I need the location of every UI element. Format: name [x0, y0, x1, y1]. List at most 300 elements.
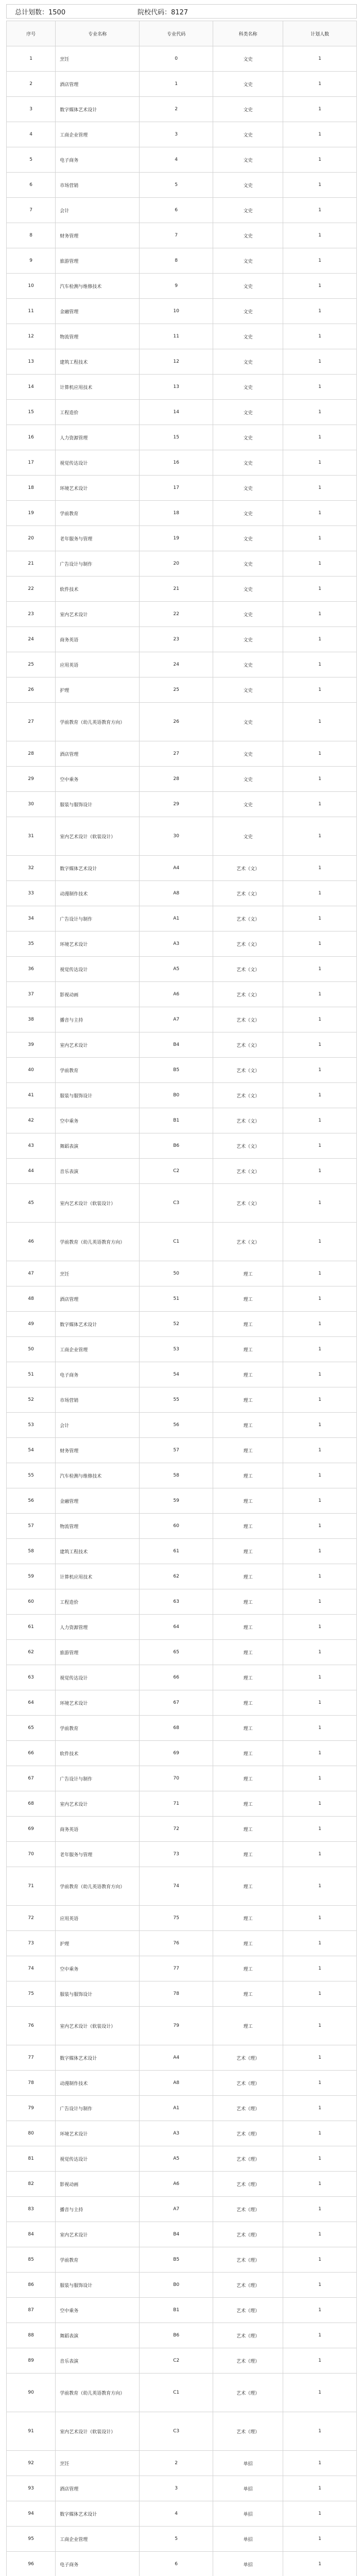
major-code: 59 [140, 1488, 213, 1514]
major-name: 财务管理 [56, 1438, 140, 1463]
major-code: B1 [140, 2298, 213, 2323]
plan-count: 1 [283, 274, 357, 299]
major-code: 64 [140, 1615, 213, 1640]
major-name: 学前教育（幼儿英语教育方向） [56, 1867, 140, 1906]
plan-count: 1 [283, 1286, 357, 1312]
table-row [7, 817, 357, 856]
major-code: A1 [140, 2096, 213, 2121]
major-code: 52 [140, 1312, 213, 1337]
category-name: 艺术（理） [213, 2045, 283, 2071]
row-index: 15 [7, 400, 56, 425]
row-index: 32 [7, 856, 56, 881]
plan-count: 1 [283, 173, 357, 198]
major-name: 会计 [56, 198, 140, 223]
table-row [7, 97, 357, 122]
plan-count: 1 [283, 2412, 357, 2451]
major-name: 烹饪 [56, 2451, 140, 2476]
table-row [7, 425, 357, 450]
category-name: 文史 [213, 324, 283, 349]
plan-count: 1 [283, 2273, 357, 2298]
plan-count: 1 [283, 2096, 357, 2121]
major-code: A8 [140, 2071, 213, 2096]
row-index: 50 [7, 1337, 56, 1362]
category-name: 理工 [213, 1766, 283, 1791]
plan-count: 1 [283, 122, 357, 147]
table-row [7, 1488, 357, 1514]
table-row [7, 1906, 357, 1931]
category-name: 艺术（理） [213, 2222, 283, 2247]
major-code: 58 [140, 1463, 213, 1488]
major-code: B6 [140, 2323, 213, 2348]
table-row [7, 1791, 357, 1817]
category-name: 艺术（理） [213, 2172, 283, 2197]
table-row [7, 2298, 357, 2323]
category-name: 理工 [213, 1842, 283, 1867]
category-name: 艺术（文） [213, 1133, 283, 1159]
table-row [7, 1665, 357, 1690]
row-index: 14 [7, 375, 56, 400]
plan-count: 1 [283, 1159, 357, 1184]
plan-count: 1 [283, 1640, 357, 1665]
major-code: 65 [140, 1640, 213, 1665]
category-name: 理工 [213, 1564, 283, 1589]
major-code: 66 [140, 1665, 213, 1690]
table-row [7, 1337, 357, 1362]
plan-count: 1 [283, 1716, 357, 1741]
plan-count: 1 [283, 1514, 357, 1539]
header-index: 序号 [7, 21, 56, 46]
header-major-code: 专业代码 [140, 21, 213, 46]
table-row [7, 2045, 357, 2071]
major-code: 75 [140, 1906, 213, 1931]
category-name: 理工 [213, 1438, 283, 1463]
category-name: 艺术（文） [213, 1007, 283, 1032]
row-index: 44 [7, 1159, 56, 1184]
plan-count: 1 [283, 957, 357, 982]
major-name: 汽车检测与维修技术 [56, 274, 140, 299]
major-code: 67 [140, 1690, 213, 1716]
plan-count: 1 [283, 1842, 357, 1867]
row-index: 34 [7, 906, 56, 931]
category-name: 艺术（理） [213, 2412, 283, 2451]
category-name: 理工 [213, 1981, 283, 2007]
category-name: 艺术（文） [213, 1184, 283, 1223]
table-row [7, 1133, 357, 1159]
major-code: 78 [140, 1981, 213, 2007]
major-code: C1 [140, 1223, 213, 1261]
major-code: 57 [140, 1438, 213, 1463]
major-name: 金融管理 [56, 1488, 140, 1514]
plan-count: 1 [283, 476, 357, 501]
row-index: 81 [7, 2146, 56, 2172]
table-row [7, 1223, 357, 1261]
table-row [7, 223, 357, 248]
row-index: 56 [7, 1488, 56, 1514]
major-code: 4 [140, 2501, 213, 2527]
major-code: 7 [140, 223, 213, 248]
category-name: 理工 [213, 1589, 283, 1615]
plan-count: 1 [283, 400, 357, 425]
table-row [7, 551, 357, 577]
row-index: 40 [7, 1058, 56, 1083]
row-index: 24 [7, 627, 56, 652]
table-row [7, 2323, 357, 2348]
table-row [7, 1463, 357, 1488]
plan-count: 1 [283, 72, 357, 97]
major-name: 室内艺术设计（软装设计） [56, 2007, 140, 2045]
major-code: A7 [140, 1007, 213, 1032]
row-index: 42 [7, 1108, 56, 1133]
plan-count: 1 [283, 602, 357, 627]
major-name: 数字媒体艺术设计 [56, 2501, 140, 2527]
major-name: 建筑工程技术 [56, 349, 140, 375]
major-code: 6 [140, 198, 213, 223]
table-row [7, 1413, 357, 1438]
table-row [7, 1589, 357, 1615]
category-name: 理工 [213, 1514, 283, 1539]
major-name: 工商企业管理 [56, 2527, 140, 2552]
major-code: A7 [140, 2197, 213, 2222]
row-index: 58 [7, 1539, 56, 1564]
plan-count: 1 [283, 2172, 357, 2197]
major-name: 学前教育（幼儿英语教育方向） [56, 703, 140, 741]
plan-count: 1 [283, 1133, 357, 1159]
table-row [7, 1931, 357, 1956]
plan-count: 1 [283, 46, 357, 72]
plan-count: 1 [283, 1387, 357, 1413]
category-name: 文史 [213, 627, 283, 652]
category-name: 文史 [213, 476, 283, 501]
major-code: 12 [140, 349, 213, 375]
plan-count: 1 [283, 817, 357, 856]
plan-count: 1 [283, 856, 357, 881]
row-index: 6 [7, 173, 56, 198]
row-index: 49 [7, 1312, 56, 1337]
major-name: 老年服务与管理 [56, 526, 140, 551]
row-index: 88 [7, 2323, 56, 2348]
major-code: A1 [140, 906, 213, 931]
plan-count: 1 [283, 1184, 357, 1223]
row-index: 55 [7, 1463, 56, 1488]
major-name: 财务管理 [56, 223, 140, 248]
major-code: 9 [140, 274, 213, 299]
major-name: 室内艺术设计 [56, 2222, 140, 2247]
plan-count: 1 [283, 1539, 357, 1564]
major-name: 空中乘务 [56, 767, 140, 792]
row-index: 51 [7, 1362, 56, 1387]
category-name: 单招 [213, 2476, 283, 2501]
table-row [7, 1007, 357, 1032]
row-index: 52 [7, 1387, 56, 1413]
major-code: A3 [140, 2121, 213, 2146]
major-name: 广告设计与制作 [56, 906, 140, 931]
row-index: 80 [7, 2121, 56, 2146]
table-row [7, 1564, 357, 1589]
category-name: 艺术（文） [213, 1032, 283, 1058]
table-row [7, 299, 357, 324]
row-index: 3 [7, 97, 56, 122]
major-code: 21 [140, 577, 213, 602]
major-code: 72 [140, 1817, 213, 1842]
major-name: 酒店管理 [56, 72, 140, 97]
plan-count: 1 [283, 1058, 357, 1083]
major-code: C2 [140, 2348, 213, 2374]
category-name: 理工 [213, 1413, 283, 1438]
category-name: 文史 [213, 526, 283, 551]
table-row [7, 349, 357, 375]
major-name: 酒店管理 [56, 741, 140, 767]
plan-count: 1 [283, 2374, 357, 2412]
row-index: 35 [7, 931, 56, 957]
row-index: 20 [7, 526, 56, 551]
table-row [7, 881, 357, 906]
major-name: 工程造价 [56, 1589, 140, 1615]
row-index: 22 [7, 577, 56, 602]
major-name: 烹饪 [56, 1261, 140, 1286]
table-row [7, 2121, 357, 2146]
category-name: 文史 [213, 425, 283, 450]
row-index: 76 [7, 2007, 56, 2045]
plan-count: 1 [283, 147, 357, 173]
plan-count: 1 [283, 501, 357, 526]
category-name: 文史 [213, 223, 283, 248]
table-row [7, 501, 357, 526]
row-index: 46 [7, 1223, 56, 1261]
table-row [7, 1286, 357, 1312]
table-row [7, 703, 357, 741]
row-index: 69 [7, 1817, 56, 1842]
category-name: 艺术（理） [213, 2197, 283, 2222]
plan-count: 1 [283, 1223, 357, 1261]
table-row [7, 2451, 357, 2476]
plan-count: 1 [283, 1665, 357, 1690]
major-code: B4 [140, 1032, 213, 1058]
major-name: 学前教育 [56, 1058, 140, 1083]
plan-count: 1 [283, 1906, 357, 1931]
table-header-row [7, 21, 357, 46]
major-code: 73 [140, 1842, 213, 1867]
table-row [7, 792, 357, 817]
table-row [7, 1261, 357, 1286]
major-name: 服装与服饰设计 [56, 792, 140, 817]
category-name: 文史 [213, 602, 283, 627]
table-row [7, 2197, 357, 2222]
table-row [7, 1766, 357, 1791]
category-name: 理工 [213, 1791, 283, 1817]
major-name: 播音与主持 [56, 1007, 140, 1032]
major-name: 学前教育 [56, 501, 140, 526]
major-code: A4 [140, 856, 213, 881]
major-code: 10 [140, 299, 213, 324]
plan-count: 1 [283, 2146, 357, 2172]
row-index: 74 [7, 1956, 56, 1981]
major-name: 数字媒体艺术设计 [56, 1312, 140, 1337]
row-index: 93 [7, 2476, 56, 2501]
major-name: 视觉传达设计 [56, 450, 140, 476]
row-index: 63 [7, 1665, 56, 1690]
table-row [7, 1184, 357, 1223]
table-row [7, 274, 357, 299]
row-index: 37 [7, 982, 56, 1007]
row-index: 5 [7, 147, 56, 173]
table-row [7, 526, 357, 551]
major-name: 影视动画 [56, 2172, 140, 2197]
major-code: A5 [140, 957, 213, 982]
category-name: 文史 [213, 400, 283, 425]
major-code: 5 [140, 173, 213, 198]
table-row [7, 957, 357, 982]
major-code: A5 [140, 2146, 213, 2172]
table-row [7, 2222, 357, 2247]
major-name: 动漫制作技术 [56, 2071, 140, 2096]
major-name: 护理 [56, 677, 140, 703]
plan-count: 1 [283, 1589, 357, 1615]
major-code: 24 [140, 652, 213, 677]
major-name: 电子商务 [56, 1362, 140, 1387]
plan-count: 1 [283, 1337, 357, 1362]
plan-count: 1 [283, 1615, 357, 1640]
major-code: 60 [140, 1514, 213, 1539]
table-body [7, 46, 357, 2576]
table-row [7, 1716, 357, 1741]
category-name: 理工 [213, 1337, 283, 1362]
table-row [7, 1741, 357, 1766]
header-major: 专业名称 [56, 21, 140, 46]
row-index: 92 [7, 2451, 56, 2476]
category-name: 理工 [213, 1615, 283, 1640]
major-code: B0 [140, 2273, 213, 2298]
summary-bar [6, 4, 357, 19]
row-index: 10 [7, 274, 56, 299]
table-row [7, 1108, 357, 1133]
plan-count: 1 [283, 677, 357, 703]
category-name: 艺术（理） [213, 2247, 283, 2273]
plan-count: 1 [283, 299, 357, 324]
row-index: 38 [7, 1007, 56, 1032]
major-name: 物流管理 [56, 324, 140, 349]
major-name: 建筑工程技术 [56, 1539, 140, 1564]
category-name: 文史 [213, 792, 283, 817]
row-index: 53 [7, 1413, 56, 1438]
plan-count: 1 [283, 1413, 357, 1438]
category-name: 艺术（文） [213, 931, 283, 957]
table-row [7, 248, 357, 274]
category-name: 文史 [213, 274, 283, 299]
category-name: 艺术（文） [213, 1083, 283, 1108]
row-index: 67 [7, 1766, 56, 1791]
table-row [7, 2007, 357, 2045]
major-code: B5 [140, 1058, 213, 1083]
plan-count: 1 [283, 1956, 357, 1981]
major-name: 环境艺术设计 [56, 931, 140, 957]
major-code: 76 [140, 1931, 213, 1956]
table-row [7, 375, 357, 400]
major-code: A8 [140, 881, 213, 906]
row-index: 28 [7, 741, 56, 767]
row-index: 89 [7, 2348, 56, 2374]
row-index: 59 [7, 1564, 56, 1589]
table-row [7, 1640, 357, 1665]
row-index: 61 [7, 1615, 56, 1640]
table-row [7, 2374, 357, 2412]
major-name: 旅游管理 [56, 1640, 140, 1665]
major-code: 2 [140, 2451, 213, 2476]
table-row [7, 1438, 357, 1463]
plan-count: 1 [283, 792, 357, 817]
plan-count: 1 [283, 627, 357, 652]
category-name: 艺术（理） [213, 2348, 283, 2374]
plan-count: 1 [283, 2527, 357, 2552]
row-index: 71 [7, 1867, 56, 1906]
category-name: 文史 [213, 122, 283, 147]
category-name: 文史 [213, 741, 283, 767]
major-name: 护理 [56, 1931, 140, 1956]
row-index: 30 [7, 792, 56, 817]
plan-count: 1 [283, 526, 357, 551]
row-index: 65 [7, 1716, 56, 1741]
major-name: 影视动画 [56, 982, 140, 1007]
table-row [7, 1615, 357, 1640]
major-code: 30 [140, 817, 213, 856]
major-name: 旅游管理 [56, 248, 140, 274]
table-row [7, 147, 357, 173]
table-row [7, 46, 357, 72]
plan-count: 1 [283, 1007, 357, 1032]
category-name: 艺术（文） [213, 906, 283, 931]
major-code: 19 [140, 526, 213, 551]
major-name: 市场营销 [56, 1387, 140, 1413]
table-row [7, 627, 357, 652]
major-name: 室内艺术设计 [56, 602, 140, 627]
category-name: 艺术（文） [213, 1223, 283, 1261]
row-index: 75 [7, 1981, 56, 2007]
category-name: 艺术（理） [213, 2121, 283, 2146]
major-name: 室内艺术设计 [56, 1032, 140, 1058]
category-name: 理工 [213, 1539, 283, 1564]
major-name: 空中乘务 [56, 1956, 140, 1981]
category-name: 理工 [213, 1286, 283, 1312]
category-name: 文史 [213, 817, 283, 856]
category-name: 艺术（理） [213, 2298, 283, 2323]
major-code: 4 [140, 147, 213, 173]
row-index: 11 [7, 299, 56, 324]
major-code: C3 [140, 2412, 213, 2451]
major-code: A4 [140, 2045, 213, 2071]
major-name: 广告设计与制作 [56, 2096, 140, 2121]
major-code: 27 [140, 741, 213, 767]
row-index: 12 [7, 324, 56, 349]
major-name: 空中乘务 [56, 1108, 140, 1133]
major-code: 29 [140, 792, 213, 817]
plan-count: 1 [283, 450, 357, 476]
category-name: 艺术（文） [213, 982, 283, 1007]
major-code: 54 [140, 1362, 213, 1387]
row-index: 1 [7, 46, 56, 72]
category-name: 艺术（理） [213, 2096, 283, 2121]
major-code: 20 [140, 551, 213, 577]
table-row [7, 450, 357, 476]
plan-count: 1 [283, 906, 357, 931]
category-name: 理工 [213, 1690, 283, 1716]
major-name: 室内艺术设计（软装设计） [56, 817, 140, 856]
category-name: 理工 [213, 1640, 283, 1665]
row-index: 29 [7, 767, 56, 792]
row-index: 85 [7, 2247, 56, 2273]
plan-count: 1 [283, 1083, 357, 1108]
major-code: 51 [140, 1286, 213, 1312]
major-code: 61 [140, 1539, 213, 1564]
major-code: 53 [140, 1337, 213, 1362]
